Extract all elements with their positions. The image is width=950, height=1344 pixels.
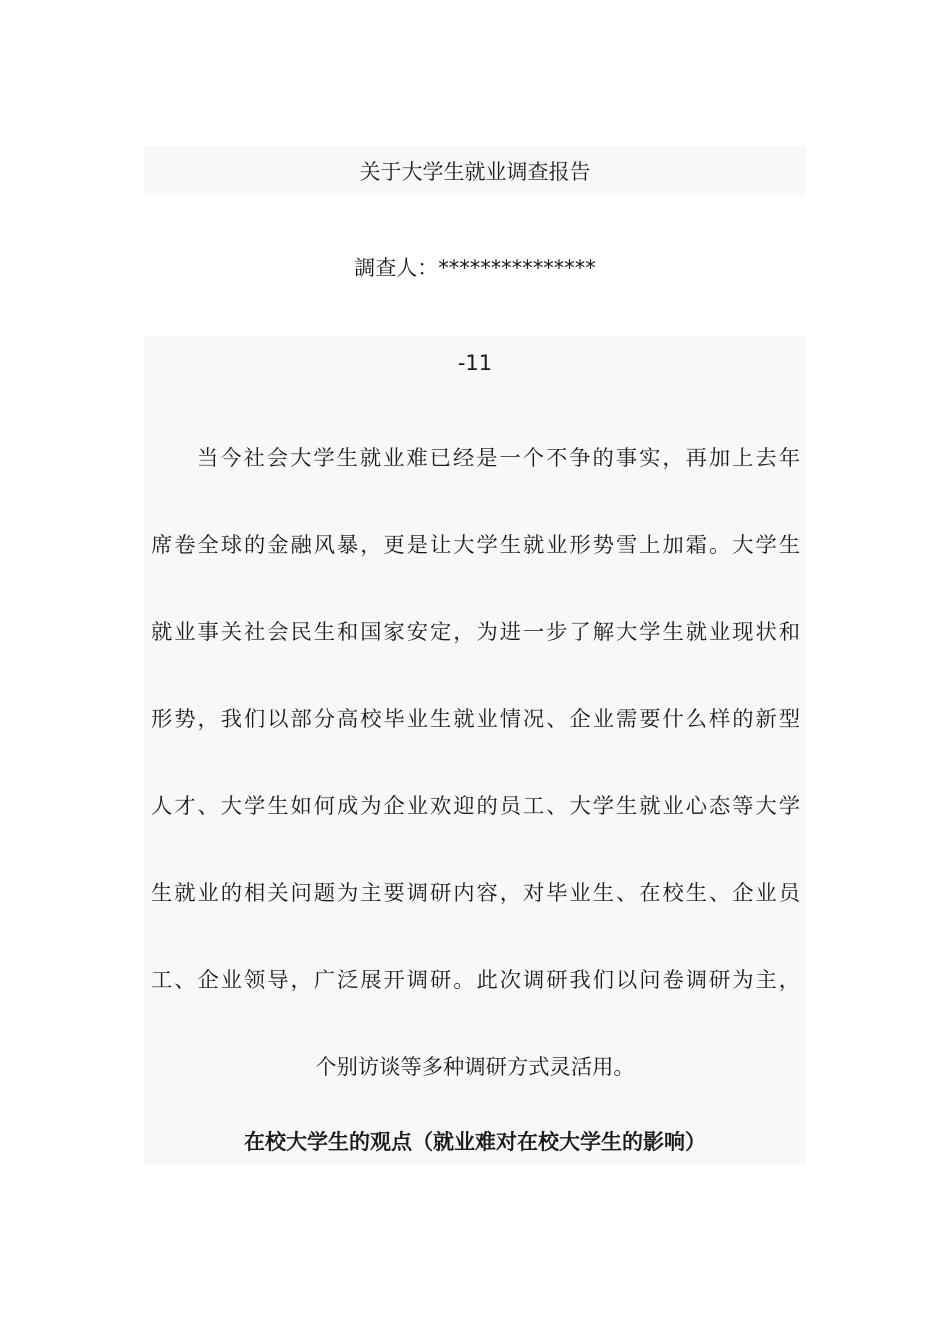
investigator-line: 調查人：*************** xyxy=(354,256,596,280)
section-heading: 在校大学生的观点（就业难对在校大学生的影响） xyxy=(244,1130,706,1154)
document-title: 关于大学生就业调查报告 xyxy=(359,160,591,184)
intro-paragraph-line: 个别访谈等多种调研方式灵活用。 xyxy=(315,1055,635,1080)
intro-paragraph-line: 人才、大学生如何成为企业欢迎的员工、大学生就业心态等大学 xyxy=(151,794,800,819)
intro-paragraph-line: 就业事关社会民生和国家安定，为进一步了解大学生就业现状和 xyxy=(151,620,800,645)
intro-paragraph-line: 形势，我们以部分高校毕业生就业情况、企业需要什么样的新型 xyxy=(151,707,800,732)
page-number: -11 xyxy=(457,351,493,375)
intro-paragraph-line: 生就业的相关问题为主要调研内容，对毕业生、在校生、企业员 xyxy=(151,881,800,906)
intro-paragraph-line: 席卷全球的金融风暴，更是让大学生就业形势雪上加霜。大学生 xyxy=(151,533,800,558)
intro-paragraph-line: 工、企业领导，广泛展开调研。此次调研我们以问卷调研为主， xyxy=(151,968,800,993)
intro-paragraph-line: 当今社会大学生就业难已经是一个不争的事实，再加上去年 xyxy=(197,446,800,471)
